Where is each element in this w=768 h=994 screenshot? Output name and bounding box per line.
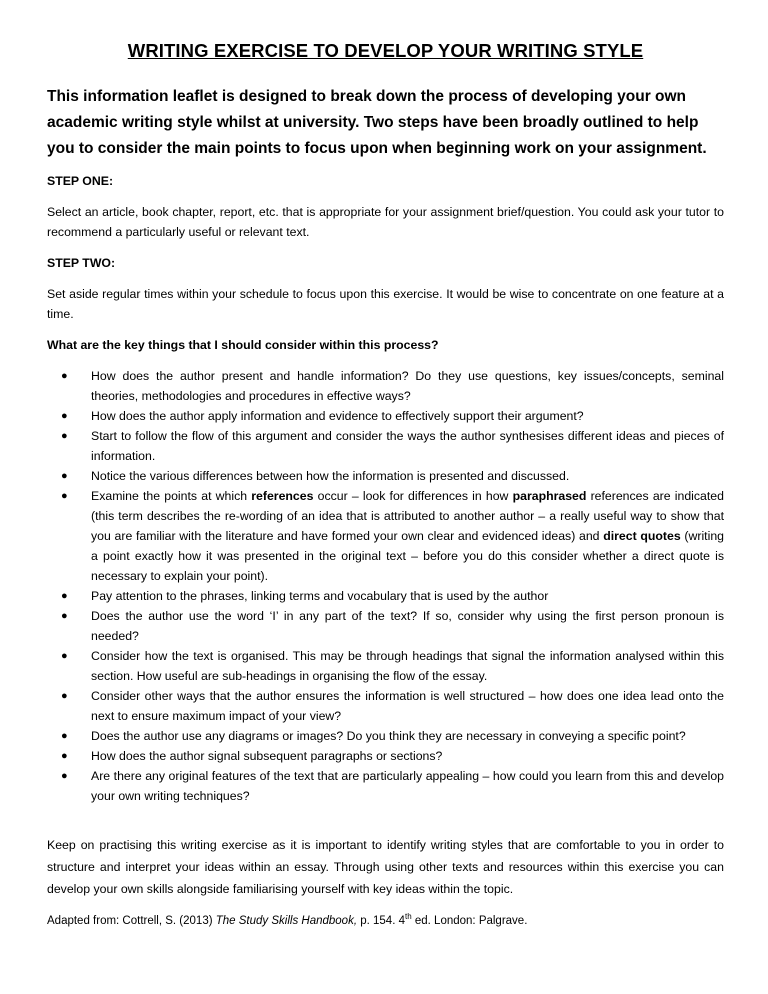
bullet-icon: ●: [61, 750, 68, 762]
list-item: [47, 466, 724, 486]
list-item-text: Are there any original features of the text that are particularly appealing – how could you learn from this and develop your own writing techniques?: [91, 769, 724, 803]
book-title: The Study Skills Handbook,: [215, 914, 358, 927]
bold-term-references: references: [251, 489, 314, 503]
reference-citation: Adapted from: Cottrell, S. (2013) The Study Skills Handbook, p. 154. 4th ed. London: Palgrave.: [47, 912, 528, 927]
bold-term-direct-quotes: direct quotes: [603, 529, 681, 543]
list-item: [47, 746, 724, 766]
bullet-icon: ●: [61, 690, 68, 702]
bullet-icon: ●: [61, 470, 68, 482]
list-item-text: Notice the various differences between how the information is presented and discussed.: [91, 469, 570, 483]
list-item-text: How does the author apply information and evidence to effectively support their argument?: [91, 409, 584, 423]
list-item-text: Pay attention to the phrases, linking terms and vocabulary that is used by the author: [91, 589, 549, 603]
step-one-heading: STEP ONE:: [47, 174, 114, 188]
list-item: [47, 486, 724, 586]
bullet-icon: ●: [61, 590, 68, 602]
step-two-heading: STEP TWO:: [47, 256, 116, 270]
bullet-icon: ●: [61, 370, 68, 382]
list-item: [47, 766, 724, 806]
bullet-icon: ●: [61, 490, 68, 502]
step-two-text: Set aside regular times within your schedule to focus upon this exercise. It would be wise to concentrate on one feature at a time.: [47, 287, 724, 321]
closing-paragraph: Keep on practising this writing exercise as it is important to identify writing styles that are comfortable to you in order to structure and interpret your ideas within an essay. Through using other texts and resources within this exercise you can develop your own skills alongside familiarising yourself with key ideas within the topic.: [47, 838, 724, 896]
list-item: [47, 406, 724, 426]
list-item-text: Start to follow the flow of this argument and consider the ways the author synthesises different ideas and pieces of information.: [91, 429, 724, 463]
list-item: [47, 646, 724, 686]
bullet-icon: ●: [61, 610, 68, 622]
list-item: [47, 586, 724, 606]
list-item-text: Does the author use the word ‘I’ in any part of the text? If so, consider why using the first person pronoun is needed?: [91, 609, 724, 643]
list-item-text: Consider how the text is organised. This may be through headings that signal the information analysed within this section. How useful are sub-headings in organising the flow of the essay.: [91, 649, 724, 683]
bullet-icon: ●: [61, 730, 68, 742]
bullet-icon: ●: [61, 430, 68, 442]
intro-paragraph: This information leaflet is designed to break down the process of developing your own academic writing style whilst at university. Two steps have been broadly outlined to help you to consider the main points to focus upon when beginning work on your assignment.: [47, 88, 707, 157]
key-things-question: What are the key things that I should consider within this process?: [47, 338, 439, 352]
list-item-text: Examine the points at which references occur – look for differences in how paraphrased references are indicated (this term describes the re-wording of an idea that is attributed to another author – a really useful way to show that you are familiar with the literature and have formed your own clear and evidenced ideas) and direct quotes (writing a point exactly how it was presented in the original text – before you do this consider whether a direct quote is necessary to explain your point).: [91, 489, 725, 583]
bullet-icon: ●: [61, 770, 68, 782]
list-item-text: How does the author signal subsequent paragraphs or sections?: [91, 749, 443, 763]
bold-term-paraphrased: paraphrased: [512, 489, 587, 503]
step-one-text: Select an article, book chapter, report, etc. that is appropriate for your assignment brief/question. You could ask your tutor to recommend a particularly useful or relevant text.: [47, 205, 724, 239]
list-item: [47, 686, 724, 726]
list-item-text: Does the author use any diagrams or images? Do you think they are necessary in conveying a specific point?: [91, 729, 686, 743]
edition-superscript: th: [405, 912, 412, 921]
list-item-text: Consider other ways that the author ensures the information is well structured – how does one idea lead onto the next to ensure maximum impact of your view?: [91, 689, 724, 723]
list-item: [47, 726, 724, 746]
list-item: [47, 426, 724, 466]
document-title: WRITING EXERCISE TO DEVELOP YOUR WRITING STYLE: [127, 40, 644, 61]
list-item: [47, 606, 724, 646]
bullet-icon: ●: [61, 650, 68, 662]
list-item: [47, 366, 724, 406]
key-points-list: [47, 366, 724, 806]
list-item-text: How does the author present and handle information? Do they use questions, key issues/concepts, seminal theories, methodologies and procedures in effective ways?: [91, 369, 724, 403]
bullet-icon: ●: [61, 410, 68, 422]
